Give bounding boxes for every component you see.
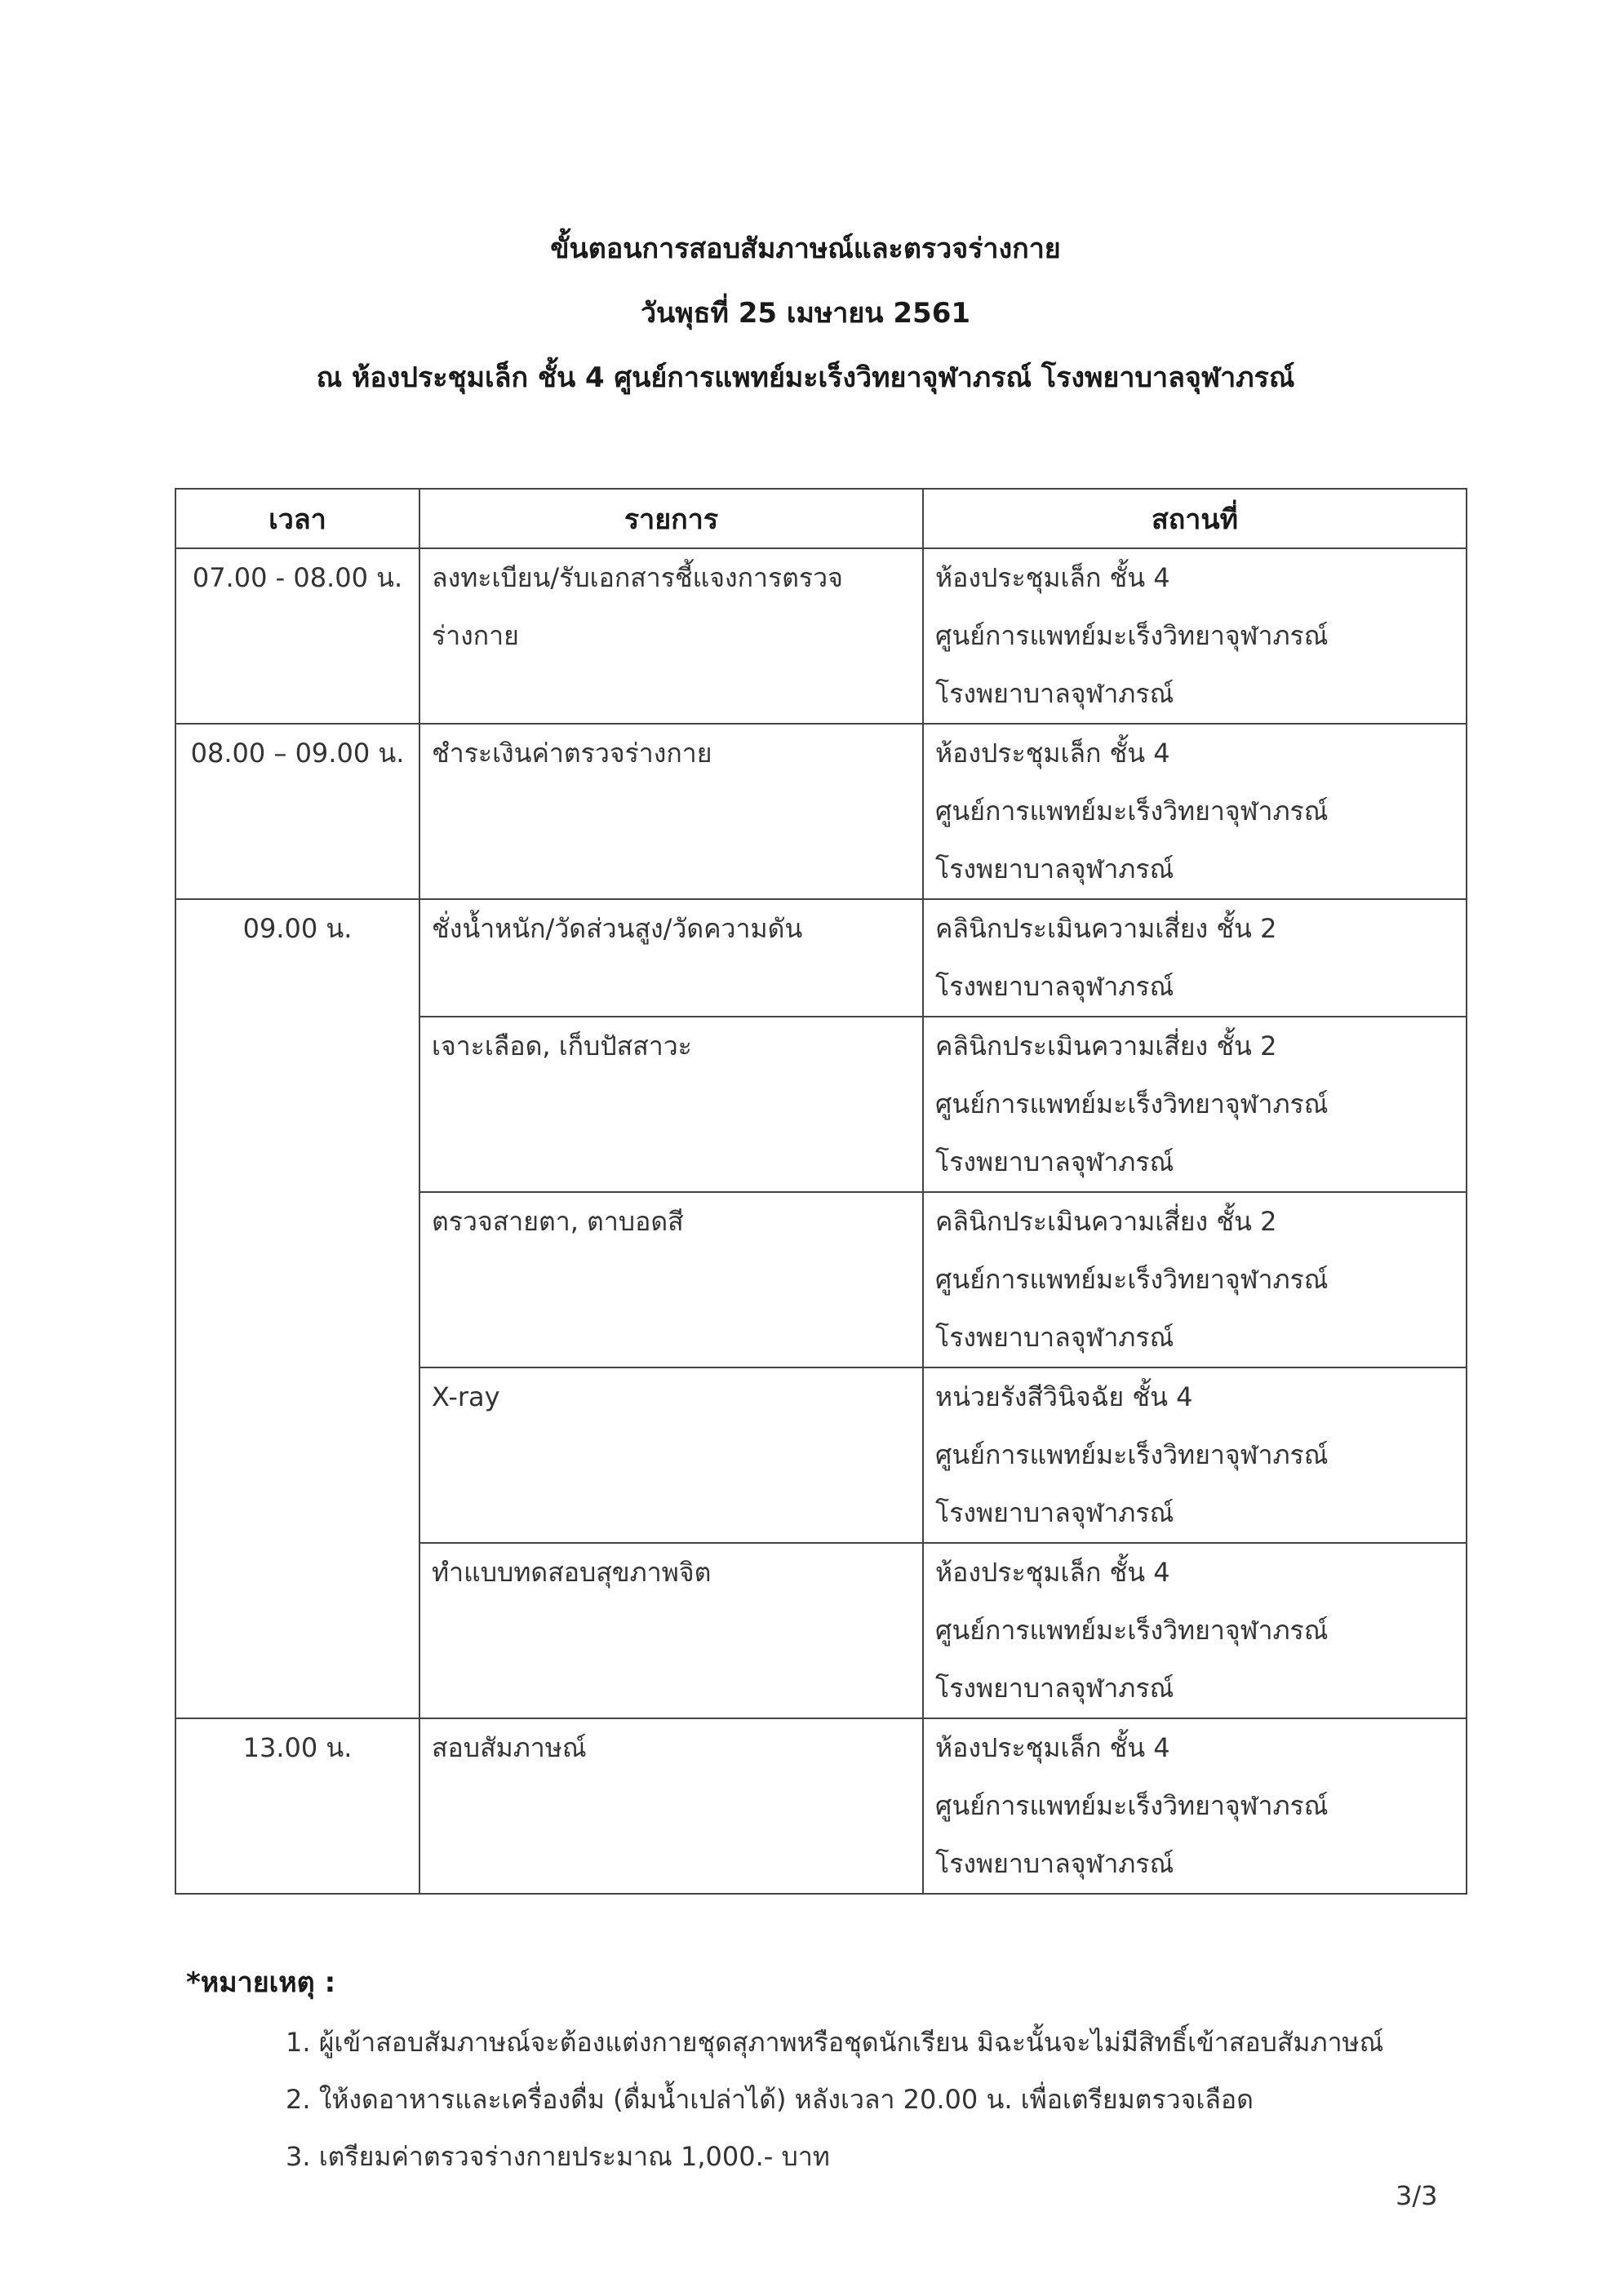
note-item: 3. เตรียมค่าตรวจร่างกายประมาณ 1,000.- บาท [286,2141,830,2172]
notes-heading: *หมายเหตุ : [186,1966,336,1999]
place-line: คลินิกประเมินความเสี่ยง ชั้น 2 [935,913,1277,944]
item-line: ชำระเงินค่าตรวจร่างกาย [432,738,712,769]
time-cell: 07.00 - 08.00 น. [175,548,419,724]
place-line: คลินิกประเมินความเสี่ยง ชั้น 2 [935,1206,1277,1237]
item-cell [419,1718,923,1894]
item-line: ตรวจสายตา, ตาบอดสี [432,1206,684,1237]
place-line: โรงพยาบาลจุฬาภรณ์ [935,1146,1174,1177]
place-line: ศูนย์การแพทย์มะเร็งวิทยาจุฬาภรณ์ [935,1088,1329,1119]
place-line: โรงพยาบาลจุฬาภรณ์ [935,1497,1174,1528]
item-cell [419,1543,923,1718]
place-line: ห้องประชุมเล็ก ชั้น 4 [935,1732,1170,1763]
note-item: 1. ผู้เข้าสอบสัมภาษณ์จะต้องแต่งกายชุดสุภาพหรือชุดนักเรียน มิฉะนั้นจะไม่มีสิทธิ์เข้าสอบสัมภาษณ์ [286,2027,1384,2058]
place-line: ศูนย์การแพทย์มะเร็งวิทยาจุฬาภรณ์ [935,620,1329,651]
place-line: โรงพยาบาลจุฬาภรณ์ [935,1673,1174,1704]
place-cell [923,1718,1467,1894]
table-row [175,548,1467,724]
item-line: ลงทะเบียน/รับเอกสารชี้แจงการตรวจ [432,562,843,593]
place-line: ห้องประชุมเล็ก ชั้น 4 [935,738,1170,769]
place-line: โรงพยาบาลจุฬาภรณ์ [935,678,1174,709]
note-item: 2. ให้งดอาหารและเครื่องดื่ม (ดื่มน้ำเปล่าได้) หลังเวลา 20.00 น. เพื่อเตรียมตรวจเลือด [286,2084,1254,2115]
header-time: เวลา [175,489,419,548]
document-header [0,233,1611,426]
item-cell [419,724,923,899]
time-cell: 09.00 น. [175,899,419,1718]
place-line: โรงพยาบาลจุฬาภรณ์ [935,853,1174,884]
item-cell [419,1367,923,1543]
place-cell [923,1192,1467,1367]
place-line: โรงพยาบาลจุฬาภรณ์ [935,971,1174,1002]
place-line: ศูนย์การแพทย์มะเร็งวิทยาจุฬาภรณ์ [935,1439,1329,1470]
document-date: วันพุธที่ 25 เมษายน 2561 [640,297,971,330]
place-line: หน่วยรังสีวินิจฉัย ชั้น 4 [935,1381,1193,1412]
place-cell [923,724,1467,899]
item-line: ชั่งน้ำหนัก/วัดส่วนสูง/วัดความดัน [432,913,803,944]
place-cell [923,548,1467,724]
item-line: สอบสัมภาษณ์ [432,1732,587,1763]
document-venue: ณ ห้องประชุมเล็ก ชั้น 4 ศูนย์การแพทย์มะเร็งวิทยาจุฬาภรณ์ โรงพยาบาลจุฬาภรณ์ [316,361,1295,394]
place-cell [923,1543,1467,1718]
item-cell [419,1017,923,1192]
time-cell: 13.00 น. [175,1718,419,1894]
item-line: ทำแบบทดสอบสุขภาพจิต [432,1557,712,1588]
table-row [175,899,1467,1017]
table-row [175,724,1467,899]
schedule-table [175,488,1467,1895]
place-line: ศูนย์การแพทย์มะเร็งวิทยาจุฬาภรณ์ [935,1615,1329,1646]
table-header-row [175,489,1467,548]
header-item: รายการ [419,489,923,548]
place-line: ศูนย์การแพทย์มะเร็งวิทยาจุฬาภรณ์ [935,1264,1329,1295]
place-cell [923,899,1467,1017]
notes-list [286,2014,1383,2185]
item-cell [419,1192,923,1367]
time-cell: 08.00 – 09.00 น. [175,724,419,899]
place-cell [923,1367,1467,1543]
place-line: คลินิกประเมินความเสี่ยง ชั้น 2 [935,1031,1277,1062]
item-cell [419,548,923,724]
item-cell [419,899,923,1017]
document-title: ขั้นตอนการสอบสัมภาษณ์และตรวจร่างกาย [550,233,1061,265]
place-line: ศูนย์การแพทย์มะเร็งวิทยาจุฬาภรณ์ [935,1790,1329,1821]
item-line: เจาะเลือด, เก็บปัสสาวะ [432,1031,692,1062]
place-line: ห้องประชุมเล็ก ชั้น 4 [935,562,1170,593]
table-row [175,1718,1467,1894]
page-number: 3/3 [1396,2180,1438,2211]
place-line: ศูนย์การแพทย์มะเร็งวิทยาจุฬาภรณ์ [935,796,1329,827]
place-cell [923,1017,1467,1192]
item-line: ร่างกาย [432,620,519,651]
schedule-body [175,548,1467,1894]
item-line: X-ray [432,1381,500,1412]
place-line: โรงพยาบาลจุฬาภรณ์ [935,1848,1174,1879]
place-line: โรงพยาบาลจุฬาภรณ์ [935,1322,1174,1353]
header-place: สถานที่ [923,489,1467,548]
place-line: ห้องประชุมเล็ก ชั้น 4 [935,1557,1170,1588]
